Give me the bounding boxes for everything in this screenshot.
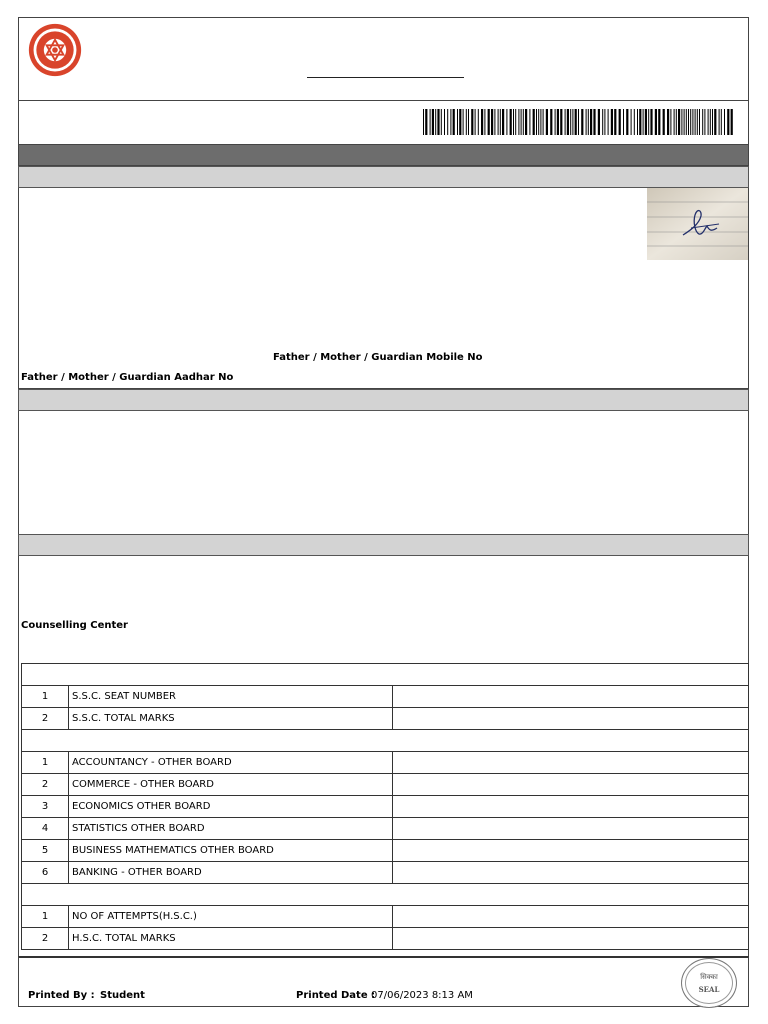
barcode-bar [719, 109, 720, 135]
barcode-bar [731, 109, 733, 135]
barcode-bar [655, 109, 657, 135]
row-subject: NO OF ATTEMPTS(H.S.C.) [69, 906, 393, 928]
barcode-bar [525, 109, 527, 135]
hsc-group-header [22, 884, 749, 906]
row-value [393, 862, 749, 884]
row-value [393, 906, 749, 928]
parent-mobile-label: Father / Mother / Guardian Mobile No [273, 352, 483, 363]
barcode-bar [721, 109, 722, 135]
table-row [22, 906, 749, 928]
table-row [22, 752, 749, 774]
barcode-bar [643, 109, 644, 135]
barcode-bar [510, 109, 512, 135]
barcode-bar [444, 109, 445, 135]
row-sr: 1 [22, 906, 69, 928]
barcode-bar [513, 109, 514, 135]
barcode-bar [533, 109, 535, 135]
table-row [22, 862, 749, 884]
barcode-bar [491, 109, 493, 135]
row-value [393, 818, 749, 840]
seal-line-1: सिक्का [700, 973, 718, 981]
barcode-bar [506, 109, 507, 135]
barcode-bar [457, 109, 458, 135]
barcode-bar [676, 109, 677, 135]
barcode-bar [631, 109, 632, 135]
barcode-bar [468, 109, 469, 135]
barcode-bar [450, 109, 451, 135]
table-row [22, 928, 749, 950]
barcode-bar [560, 109, 562, 135]
barcode-bar [494, 109, 495, 135]
barcode-bar [521, 109, 522, 135]
barcode-bar [727, 109, 729, 135]
row-subject: COMMERCE - OTHER BOARD [69, 774, 393, 796]
barcode-bar [550, 109, 552, 135]
barcode-bar [538, 109, 539, 135]
row-sr: 2 [22, 928, 69, 950]
barcode-bar [523, 109, 524, 135]
barcode-bar [437, 109, 439, 135]
barcode-bar [708, 109, 709, 135]
seal-stamp [681, 958, 737, 1008]
row-subject: S.S.C. TOTAL MARKS [69, 708, 393, 730]
row-value [393, 796, 749, 818]
barcode-bar [645, 109, 647, 135]
table-row [22, 818, 749, 840]
barcode-bar [471, 109, 473, 135]
printed-date-value: 07/06/2023 8:13 AM [371, 990, 473, 1001]
barcode-bar [650, 109, 652, 135]
barcode-bar [453, 109, 455, 135]
barcode-bar [500, 109, 501, 135]
barcode-bar [658, 109, 660, 135]
barcode-bar [663, 109, 665, 135]
barcode-bar [667, 109, 669, 135]
barcode-bar [515, 109, 516, 135]
barcode-bar [425, 109, 427, 135]
row-value [393, 708, 749, 730]
row-sr: 4 [22, 818, 69, 840]
barcode-bar [430, 109, 431, 135]
barcode-bar [484, 109, 485, 135]
barcode-bar [572, 109, 573, 135]
barcode-bar [637, 109, 638, 135]
barcode-bar [529, 109, 530, 135]
row-value [393, 752, 749, 774]
barcode-bar [681, 109, 682, 135]
barcode-bar [498, 109, 499, 135]
row-value [393, 686, 749, 708]
address-panel [18, 411, 749, 535]
printed-date-label: Printed Date : [296, 990, 376, 1001]
barcode-bar [692, 109, 693, 135]
row-sr: 1 [22, 686, 69, 708]
printed-by-label: Printed By : [28, 990, 95, 1001]
section-header-dark [18, 144, 749, 166]
marks-table [21, 663, 749, 950]
barcode-bar [608, 109, 609, 135]
row-subject: BUSINESS MATHEMATICS OTHER BOARD [69, 840, 393, 862]
barcode-bar [570, 109, 571, 135]
seal-line-2: SEAL [698, 985, 720, 994]
barcode-bar [623, 109, 624, 135]
barcode-bar [475, 109, 476, 135]
barcode-bar [459, 109, 461, 135]
table-row [22, 840, 749, 862]
barcode-bar [702, 109, 703, 135]
university-emblem-icon [25, 22, 85, 78]
barcode-bar [639, 109, 641, 135]
row-sr: 5 [22, 840, 69, 862]
barcode-bar [502, 109, 504, 135]
row-sr: 6 [22, 862, 69, 884]
barcode-bar [518, 109, 519, 135]
barcode-bar [678, 109, 680, 135]
table-row [22, 774, 749, 796]
barcode-bar [463, 109, 464, 135]
barcode-bar [555, 109, 556, 135]
ssc-group-header [22, 664, 749, 686]
barcode-bar [697, 109, 698, 135]
barcode-bar [695, 109, 696, 135]
barcode-bar [488, 109, 490, 135]
signature-image [647, 188, 748, 260]
barcode-icon [423, 109, 735, 135]
barcode-bar [590, 109, 592, 135]
barcode-bar [578, 109, 579, 135]
barcode-bar [586, 109, 587, 135]
barcode-bar [626, 109, 628, 135]
table-row [22, 796, 749, 818]
barcode-bar [670, 109, 671, 135]
barcode-bar [684, 109, 685, 135]
row-sr: 2 [22, 774, 69, 796]
barcode-bar [602, 109, 603, 135]
section-header-counselling [18, 534, 749, 556]
hsc-subjects-group-header [22, 730, 749, 752]
printed-by-value: Student [100, 990, 145, 1001]
row-subject: S.S.C. SEAT NUMBER [69, 686, 393, 708]
barcode-bar [540, 109, 541, 135]
title-underline [307, 77, 464, 78]
row-subject: ECONOMICS OTHER BOARD [69, 796, 393, 818]
barcode-bar [619, 109, 621, 135]
barcode-bar [724, 109, 725, 135]
barcode-bar [481, 109, 483, 135]
counselling-center-label: Counselling Center [21, 620, 128, 631]
barcode-bar [593, 109, 595, 135]
barcode-bar [575, 109, 577, 135]
barcode-bar [699, 109, 700, 135]
barcode-bar [565, 109, 566, 135]
barcode-bar [478, 109, 479, 135]
barcode-bar [674, 109, 675, 135]
barcode-bar [466, 109, 467, 135]
barcode-bar [536, 109, 537, 135]
row-sr: 3 [22, 796, 69, 818]
barcode-bar [557, 109, 559, 135]
barcode-bar [686, 109, 687, 135]
section-header-address [18, 389, 749, 411]
barcode-bar [648, 109, 649, 135]
row-value [393, 928, 749, 950]
parent-aadhar-label: Father / Mother / Guardian Aadhar No [21, 372, 234, 383]
barcode-bar [714, 109, 716, 135]
barcode-bar [688, 109, 689, 135]
barcode-bar [546, 109, 548, 135]
barcode-bar [598, 109, 600, 135]
barcode-bar [611, 109, 613, 135]
barcode-bar [432, 109, 434, 135]
barcode-bar [588, 109, 589, 135]
barcode-bar [604, 109, 605, 135]
table-row [22, 708, 749, 730]
barcode-bar [690, 109, 691, 135]
row-subject: ACCOUNTANCY - OTHER BOARD [69, 752, 393, 774]
row-sr: 1 [22, 752, 69, 774]
barcode-bar [447, 109, 448, 135]
barcode-bar [704, 109, 705, 135]
barcode-bar [581, 109, 583, 135]
row-subject: BANKING - OTHER BOARD [69, 862, 393, 884]
barcode-bar [567, 109, 569, 135]
barcode-bar [634, 109, 635, 135]
row-subject: STATISTICS OTHER BOARD [69, 818, 393, 840]
header-section [18, 17, 749, 101]
barcode-bar [543, 109, 544, 135]
row-subject: H.S.C. TOTAL MARKS [69, 928, 393, 950]
barcode-bar [710, 109, 711, 135]
barcode-bar [441, 109, 442, 135]
barcode-bar [614, 109, 616, 135]
barcode-bar [423, 109, 424, 135]
table-row [22, 686, 749, 708]
row-sr: 2 [22, 708, 69, 730]
row-value [393, 840, 749, 862]
row-value [393, 774, 749, 796]
barcode-bar [435, 109, 436, 135]
section-header-personal [18, 166, 749, 188]
barcode-bar [712, 109, 713, 135]
